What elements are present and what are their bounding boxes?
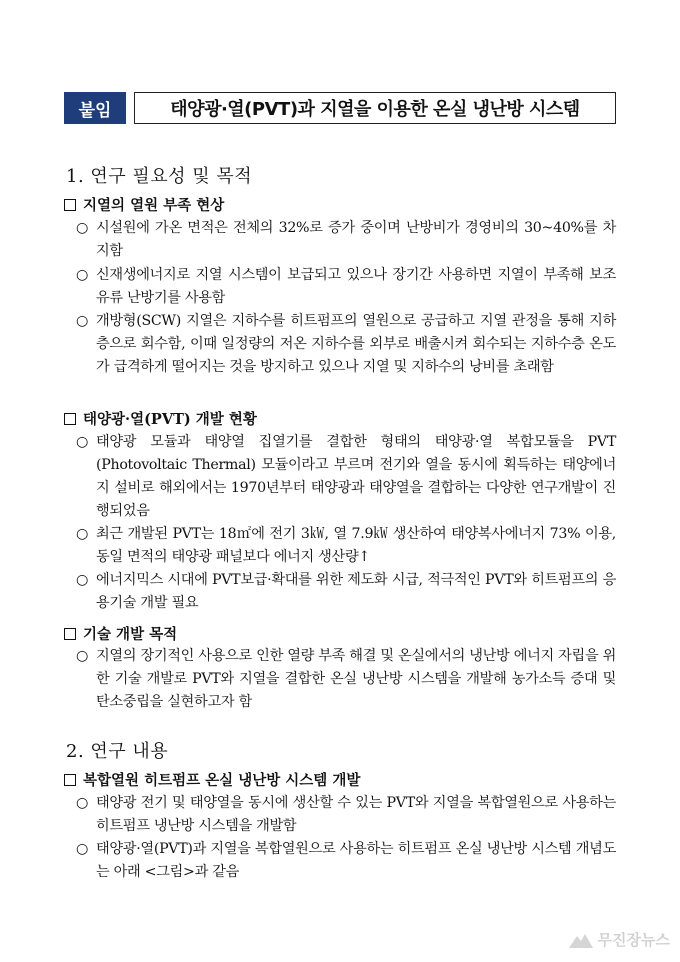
section-title-research-purpose: 1. 연구 필요성 및 목적 bbox=[66, 166, 253, 187]
subsection-title: 복합열원 히트펌프 온실 냉난방 시스템 개발 bbox=[64, 769, 360, 790]
list-item bbox=[76, 217, 616, 263]
circle-bullet-icon: ○ bbox=[76, 526, 89, 542]
list-item-text: 개방형(SCW) 지열은 지하수를 히트펌프의 열원으로 공급하고 지열 관정을 통해 지하층으로 회수함, 이때 일정량의 저온 지하수를 외부로 배출시켜 회수되는 지하수층 온도가 급격하게 떨어지는 것을 방지하고 있으나 지열 및 지하수의 낭비를 초래함 bbox=[96, 313, 616, 375]
mountain-logo-icon bbox=[568, 930, 594, 950]
list-item bbox=[76, 264, 616, 310]
circle-bullet-icon: ○ bbox=[76, 313, 89, 329]
list-item bbox=[76, 838, 616, 884]
list-item-text: 태양광 모듈과 태양열 집열기를 결합한 형태의 태양광·열 복합모듈을 PVT (Photovoltaic Thermal) 모듈이라고 부르며 전기와 열을 동시에 획득하는 태양에너지 설비로 해외에서는 1970년부터 태양광과 태양열을 결합하는 다양한 연구개발이 진행되었음 bbox=[96, 434, 616, 519]
subsection-title: 기술 개발 목적 bbox=[64, 623, 177, 644]
circle-bullet-icon: ○ bbox=[76, 795, 89, 811]
circle-bullet-icon: ○ bbox=[76, 434, 89, 450]
list-item-text: 시설원에 가온 면적은 전체의 32%로 증가 중이며 난방비가 경영비의 30~40%를 차지함 bbox=[96, 220, 616, 259]
watermark-text: 무진장뉴스 bbox=[597, 931, 670, 949]
list-item bbox=[76, 431, 616, 523]
list-item-text: 태양광 전기 및 태양열을 동시에 생산할 수 있는 PVT와 지열을 복합열원으로 사용하는 히트펌프 냉난방 시스템을 개발함 bbox=[96, 795, 616, 834]
list-item-text: 신재생에너지로 지열 시스템이 보급되고 있으나 장기간 사용하면 지열이 부족해 보조 유류 난방기를 사용함 bbox=[96, 267, 616, 306]
list-item bbox=[76, 645, 616, 714]
subsection-title: 태양광·열(PVT) 개발 현황 bbox=[64, 408, 257, 429]
section-title-research-content: 2. 연구 내용 bbox=[66, 741, 169, 762]
list-item-text: 에너지믹스 시대에 PVT보급·확대를 위한 제도화 시급, 적극적인 PVT와 히트펌프의 응용기술 개발 필요 bbox=[96, 572, 616, 611]
attachment-badge: 붙임 bbox=[64, 92, 126, 124]
list-item-text: 태양광·열(PVT)과 지열을 복합열원으로 사용하는 히트펌프 온실 냉난방 시스템 개념도는 아래 <그림>과 같음 bbox=[96, 841, 616, 880]
document-header bbox=[64, 92, 616, 124]
circle-bullet-icon: ○ bbox=[76, 220, 89, 236]
circle-bullet-icon: ○ bbox=[76, 572, 89, 588]
list-item bbox=[76, 523, 616, 569]
checkbox-square-icon bbox=[64, 413, 76, 425]
checkbox-square-icon bbox=[64, 628, 76, 640]
circle-bullet-icon: ○ bbox=[76, 841, 89, 857]
list-item bbox=[76, 310, 616, 379]
document-title: 태양광·열(PVT)과 지열을 이용한 온실 냉난방 시스템 bbox=[134, 92, 616, 124]
news-watermark bbox=[568, 929, 670, 950]
list-item bbox=[76, 792, 616, 838]
checkbox-square-icon bbox=[64, 199, 76, 211]
list-item bbox=[76, 569, 616, 615]
list-item-text: 최근 개발된 PVT는 18㎡에 전기 3㎾, 열 7.9㎾ 생산하여 태양복사에너지 73% 이용, 동일 면적의 태양광 패널보다 에너지 생산량↑ bbox=[96, 526, 616, 565]
circle-bullet-icon: ○ bbox=[76, 648, 89, 664]
list-item-text: 지열의 장기적인 사용으로 인한 열량 부족 해결 및 온실에서의 냉난방 에너지 자립을 위한 기술 개발로 PVT와 지열을 결합한 온실 냉난방 시스템을 개발해 농가소득 증대 및 탄소중립을 실현하고자 함 bbox=[96, 648, 616, 710]
circle-bullet-icon: ○ bbox=[76, 267, 89, 283]
checkbox-square-icon bbox=[64, 774, 76, 786]
subsection-title: 지열의 열원 부족 현상 bbox=[64, 194, 224, 215]
